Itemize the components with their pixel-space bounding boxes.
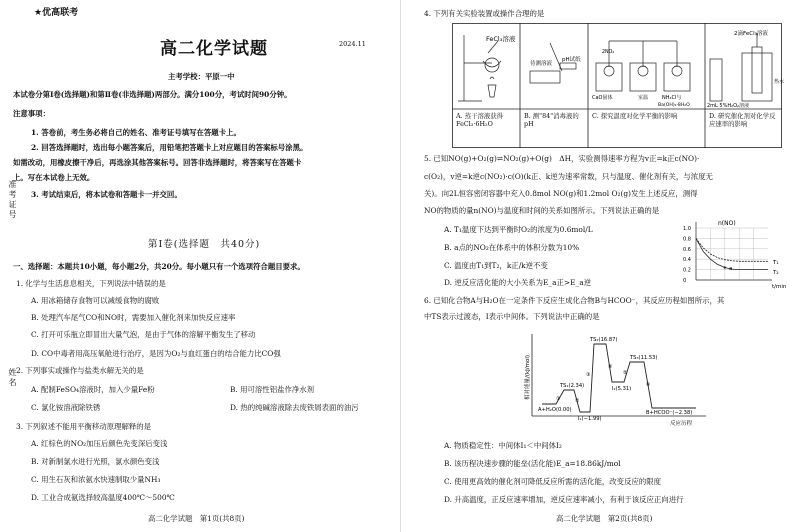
q4-option-c: C. 探究温度对化学平衡的影响 [592,112,678,120]
q1-option-c: C. 打开可乐瓶立即冒出大量气泡，是由于气体的溶解平衡发生了移动 [31,330,256,339]
exam-intro: 本试卷分第Ⅰ卷(选择题)和第Ⅱ卷(非选择题)两部分。满分100分，考试时间90分钟。 [13,90,292,99]
q3-option-d: D. 工业合成氨选择较高温度400℃～500℃ [31,493,175,502]
q6-xlabel: 反应历程 [670,421,693,427]
svg-text:待测溶液: 待测溶液 [530,61,553,67]
q5-y-tick: 0.4 [683,257,691,264]
q6-option-a: A. 物质稳定性：中间体I₁＜中间体I₂ [444,441,562,450]
q6-step-2: ② [575,398,580,404]
q5-legend-t1: T₁ [773,260,779,266]
q5-option-a: A. T₁温度下达到平衡时O₂的浓度为0.6mol/L [444,225,593,234]
q5-option-c: C. 温度由T₁到T₂，k正/k逆不变 [444,261,548,270]
notice-2-end: 上。写在本试卷上无效。 [13,173,95,182]
notice-2: 2. 回答选择题时，选出每小题答案后，用铅笔把答题卡上对应题目的答案标号涂黑。 [31,143,308,152]
q2-stem: 2. 下列事实或操作与盐类水解无关的是 [16,366,144,375]
svg-text:室温: 室温 [638,95,649,101]
q5-y-tick: 0.6 [683,246,691,253]
q5-y-tick: 0.2 [683,267,691,274]
q5-option-b: B. a点的NO₂在体系中的体积分数为10% [444,243,580,252]
q5-legend-t2: T₂ [773,270,779,276]
q5-series-line-2 [696,238,768,269]
svg-text:2mL 5%H₂O₂溶液: 2mL 5%H₂O₂溶液 [707,103,750,109]
q5-ylabel: n(NO) [718,220,736,227]
left-footer: 高二化学试题 第1页(共8页) [148,514,245,523]
q3-option-b: B. 对新制氯水进行光照，氯水颜色变浅 [31,457,160,466]
apparatus-d [710,33,772,101]
q4-option-a: A. 蒸干溶液获得FeCl₃·6H₂O [456,112,504,128]
q6-step-6: ⑥ [646,382,651,388]
q2-option-d: D. 热的纯碱溶液除去废铁屑表面的油污 [230,403,359,412]
q6-option-c: C. 使用更高效的催化剂可降低反应所需的活化能，改变反应的限度 [444,477,662,486]
host-school: 主考学校：平原一中 [168,72,235,81]
q1-option-b: B. 处理汽车尾气CO和NO时，需要加入催化剂来加快反应速率 [31,313,236,322]
q6-line-1: 6. 已知化合物A与H₂O在一定条件下反应生成化合物B与HCOO⁻，其反应历程如图所示，其 [424,296,725,305]
q5-y-tick: 0.8 [683,236,691,243]
q3-stem: 3. 下列叙述不能用平衡移动原理解释的是 [16,422,152,431]
q6-label-ts1: TS₁(2.34) [560,383,585,389]
svg-text:热水: 热水 [774,79,785,85]
q4-option-b: B. 测"84"消毒液的pH [524,112,579,128]
q5-series-line-1 [696,238,768,261]
q5-option-d: D. 逆反应活化能的大小关系为E_a正>E_a逆 [444,278,592,287]
exam-date: 2024.11 [339,40,366,48]
q5-line-1: 5. 已知NO(g)+O₂(g)⇌NO₂(g)+O(g) ΔH，实验测得速率方程为v正=k正c(NO)· [424,154,700,163]
notice-title: 注意事项： [13,109,50,118]
q6-step-4: ④ [608,364,613,370]
q5-line-3: 关)。向2L恒容密闭容器中充入0.8mol NO(g)和1.2mol O₂(g)发生上述反应，测得 [424,189,698,198]
q5-xlabel: t/min [772,284,787,290]
q5-y-tick: 0 [683,278,687,284]
q5-point-a: a [729,266,733,272]
q3-option-a: A. 红棕色的NO₂加压后颜色先变深后变浅 [31,439,168,448]
q6-label-ts3: TS₃(11.53) [630,355,658,361]
q1-option-d: D. CO中毒者用高压氧舱进行治疗，是因为O₂与血红蛋白的结合能力比CO强 [31,349,281,358]
q5-nno-chart [680,218,790,290]
notice-2-cont: 如需改动，用橡皮擦干净后，再选涂其他答案标号。回答非选择题时，将答案写在答题卡 [13,158,302,167]
q2-option-c: C. 氯化铵溶液除铁锈 [31,403,101,412]
q6-label-b: B+HCOO⁻(−2.38) [646,410,693,416]
svg-text:FeCl₃溶液: FeCl₃溶液 [486,35,516,43]
apparatus-a [458,35,501,101]
q1-option-a: A. 用冰箱储存食物可以减缓食物的腐败 [31,296,160,305]
svg-text:2NO₂: 2NO₂ [602,50,615,55]
page-divider [400,0,401,532]
q2-option-a: A. 配制FeSO₄溶液时，加入少量Fe粉 [31,385,155,394]
q6-option-d: D. 升高温度，正反应速率增加，逆反应速率减小，有利于该反应正向进行 [444,495,684,504]
page-title: 高二化学试题 [160,39,268,59]
svg-text:Ba(OH)₂·8H₂O: Ba(OH)₂·8H₂O [658,103,690,108]
q2-option-b: B. 用可溶性铝盐作净水剂 [230,385,315,394]
q6-step-3: ③ [586,372,591,378]
q4-option-d: D. 研究催化剂对化学反应速率的影响 [709,112,776,128]
q1-stem: 1. 化学与生活息息相关，下列说法中错误的是 [16,279,166,288]
q6-reaction-path [542,344,696,412]
q6-energy-diagram [520,330,710,430]
svg-text:2滴FeCl₃溶液: 2滴FeCl₃溶液 [734,31,768,37]
svg-text:NH₄Cl与: NH₄Cl与 [662,95,682,101]
part-title: 第Ⅰ卷(选择题 共40分) [148,239,261,250]
q6-step-5: ⑤ [623,370,628,376]
q6-label-i1: I₁(−1.99) [578,416,602,422]
q4-stem: 4. 下列有关实验装置或操作合理的是 [424,9,545,18]
q5-y-tick: 1.0 [683,226,691,232]
q6-label-a: A+H₂O(0.00) [538,407,572,413]
notice-1: 1. 答卷前，考生务必将自己的姓名、准考证号填写在答题卡上。 [31,128,241,137]
exam-badge: ★优高联考 [34,8,79,18]
q4-apparatus-figure [452,23,785,148]
svg-text:CaO固体: CaO固体 [592,95,613,101]
right-footer: 高二化学试题 第2页(共8页) [556,514,653,523]
q6-step-1: ① [556,396,561,402]
apparatus-c [596,41,690,91]
q5-point-a-marker [724,266,726,268]
q6-ylabel: 相对能量/(kJ/mol) [525,354,531,400]
q6-line-2: 中TS表示过渡态，I表示中间体。下列说法中正确的是 [424,312,600,321]
side-label-exam-number: 准考证号 [8,180,17,220]
q5-line-4: NO的物质的量n(NO)与温度和时间的关系如图所示。下列说法正确的是 [424,206,660,215]
q6-option-b: B. 该历程决速步骤的能垒(活化能)E_a=18.86kJ/mol [444,459,621,468]
q5-line-2: c(O₂)，v逆=k逆c(NO₂)·c(O)(k正、k逆为速率常数，只与温度、催化剂有关，与浓度无 [424,172,713,181]
q6-label-i2: I₂(5.31) [612,386,632,392]
notice-3: 3. 考试结束后，将本试卷和答题卡一并交回。 [31,190,182,199]
side-label-name: 姓名 [8,368,17,388]
section-intro: 一、选择题：本题共10小题，每小题2分，共20分。每小题只有一个选项符合题目要求。 [13,262,305,271]
q3-option-c: C. 用生石灰和浓氨水快速制取少量NH₃ [31,475,161,484]
svg-text:pH试纸: pH试纸 [562,57,581,63]
q6-label-ts2: TS₂(16.87) [590,337,618,343]
